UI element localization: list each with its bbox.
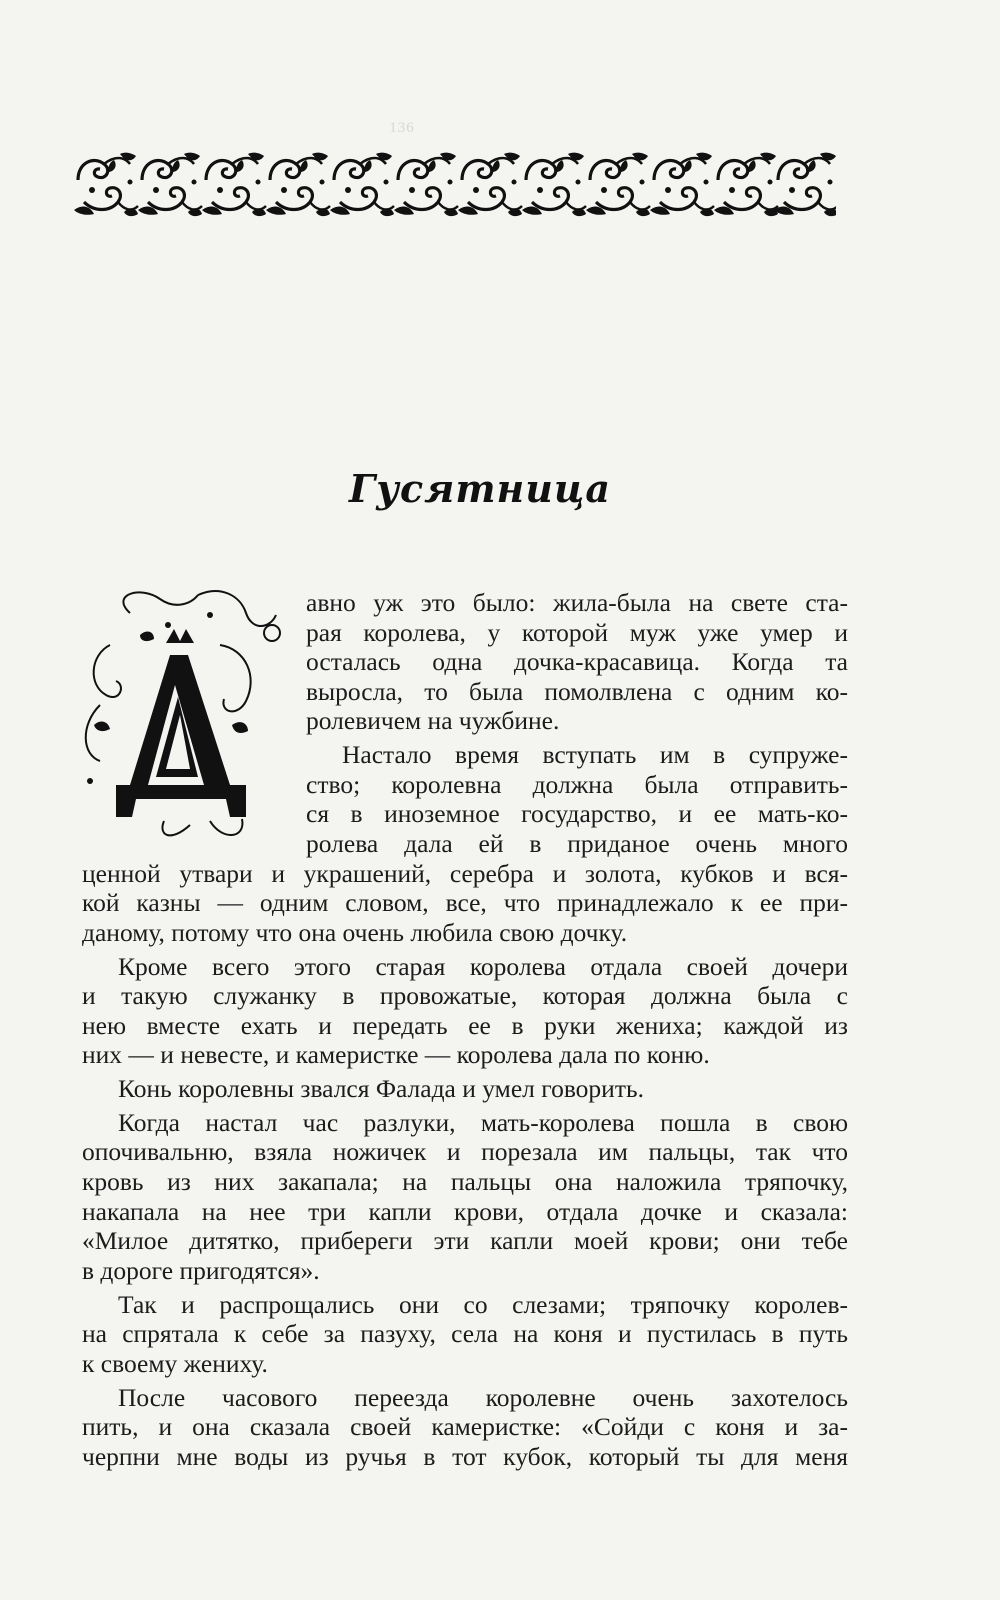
text-line: Так и распрощались они со слезами; тряпочку королев-	[118, 1289, 848, 1319]
text-line: опочивальню, взяла ножичек и порезала им пальцы, так что	[82, 1137, 848, 1167]
text-line: авно уж это было: жила-была на свете ста-	[306, 588, 848, 617]
text-line: в дороге пригодятся».	[82, 1255, 320, 1285]
text-line: ценной утвари и украшений, серебра и золота, кубков и вся-	[82, 858, 848, 888]
text-line: выросла, то была помолвлена с одним ко-	[306, 676, 848, 706]
text-line: ролева дала ей в приданое очень много	[306, 828, 848, 858]
text-line: к своему жениху.	[82, 1348, 268, 1378]
page-number: 136	[389, 120, 415, 136]
text-line: рая королева, у которой муж уже умер и	[306, 617, 848, 647]
text-line: нею вместе ехать и передать ее в руки жениха; каждой из	[82, 1010, 848, 1040]
text-line: Кроме всего этого старая королева отдала своей дочери	[118, 951, 848, 981]
text-line: на спрятала к себе за пазуху, села на коня и пустилась в путь	[82, 1319, 848, 1349]
text-line: осталась одна дочка-красавица. Когда та	[306, 647, 848, 677]
text-line: них — и невесте, и камеристке — королева дала по коню.	[82, 1040, 710, 1070]
text-line: кровь из них закапала; на пальцы она наложила тряпочку,	[82, 1167, 848, 1197]
chapter-title: Гусятница	[348, 466, 612, 511]
text-line: накапала на нее три капли крови, отдала дочке и сказала:	[82, 1196, 848, 1226]
text-line: даному, потому что она очень любила свою дочку.	[82, 917, 628, 947]
floral-scroll-band-icon	[74, 150, 836, 220]
text-line: Настало время вступать им в супруже-	[342, 740, 848, 770]
text-line: кой казны — одним словом, все, что принадлежало к ее при-	[82, 888, 848, 918]
text-line: После часового переезда королевне очень захотелось	[118, 1382, 848, 1412]
text-line: ся в иноземное государство, и ее мать-ко-	[306, 799, 848, 829]
text-line: ство; королевна должна была отправить-	[306, 769, 848, 799]
text-line: ролевичем на чужбине.	[306, 706, 560, 736]
body-text	[82, 588, 848, 1471]
text-line: Конь королевны звался Фалада и умел говорить.	[118, 1074, 644, 1104]
text-line: пить, и она сказала своей камеристке: «Сойди с коня и за-	[82, 1412, 848, 1442]
text-line: черпни мне воды из ручья в тот кубок, который ты для меня	[82, 1441, 848, 1471]
text-line: и такую служанку в провожатые, которая должна была с	[82, 981, 848, 1011]
text-line: «Милое дитятко, прибереги эти капли моей крови; они тебе	[82, 1226, 848, 1256]
text-line: Когда настал час разлуки, мать-королева пошла в свою	[118, 1107, 848, 1137]
